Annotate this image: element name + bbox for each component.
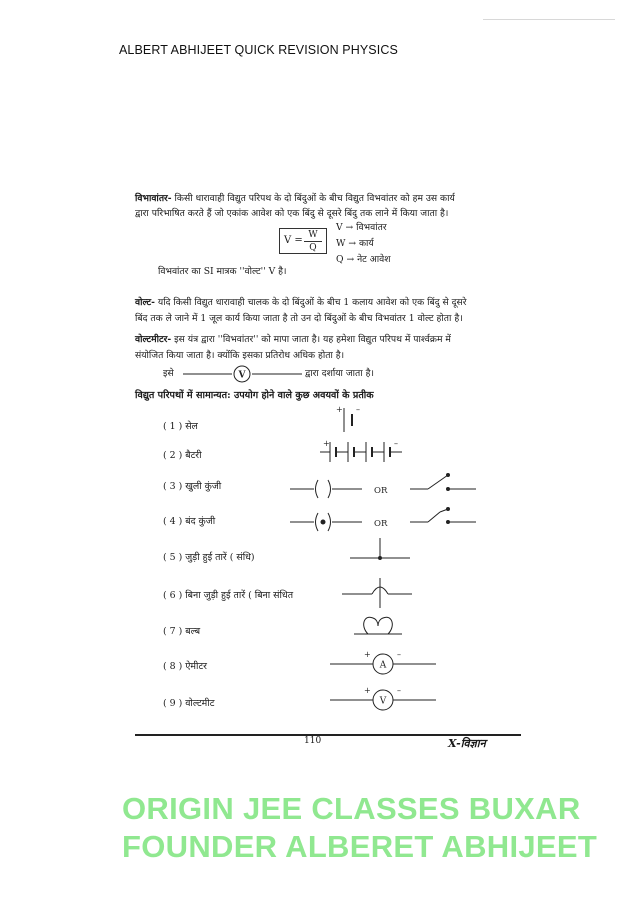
potential-formula — [279, 228, 327, 254]
volt-term: वोल्ट- — [135, 297, 155, 308]
symbol-label-closed-key: ( 4 ) बंद कुंजी — [163, 516, 216, 527]
symbol-label-cell: ( 1 ) सेल — [163, 421, 198, 432]
junction-dot — [378, 556, 382, 560]
voltmeter-letter: V — [379, 696, 387, 707]
si-unit-text: विभवांतर का SI मात्रक ''वोल्ट'' V है। — [158, 266, 287, 277]
book-brand: X-विज्ञान — [448, 737, 486, 750]
or-label-closed: OR — [374, 519, 388, 529]
closed-key-symbol — [290, 513, 362, 531]
voltmeter-line3-pre: इसे — [163, 368, 174, 379]
legend-q: Q → नेट आवेश — [336, 254, 391, 265]
symbol-label-joined-wires: ( 5 ) जुड़ी हुई तारें ( संधि) — [163, 552, 255, 563]
ammeter-letter: A — [379, 660, 387, 671]
legend-v: V → विभवांतर — [336, 222, 387, 233]
symbol-label-unjoined-wires: ( 6 ) बिना जुड़ी हुई तारें ( बिना संधित — [163, 590, 294, 601]
joined-wires-symbol — [350, 538, 410, 558]
symbol-label-open-key: ( 3 ) खुली कुंजी — [163, 481, 222, 492]
voltmeter-paragraph-line1 — [135, 334, 451, 346]
page-number: 110 — [304, 736, 322, 746]
unjoined-wires-symbol — [342, 578, 412, 608]
potential-paragraph-line1 — [135, 193, 455, 205]
inline-voltmeter-letter: V — [238, 370, 246, 381]
open-switch-symbol — [410, 475, 476, 489]
volt-paragraph-line2: बिंद तक ले जाने में 1 जूल कार्य किया जाता है तो उन दो बिंदुओं के बीच विभवांतर 1 वोल्ट होता है। — [135, 313, 463, 324]
legend-w: W → कार्य — [336, 238, 374, 249]
battery-plus: + — [323, 439, 330, 448]
promo-line-2: FOUNDER ALBERET ABHIJEET — [122, 829, 598, 864]
voltmeter-plus: + — [364, 686, 371, 695]
potential-text-1: किसी धारावाही विद्युत परिपथ के दो बिंदुओं के बीच विद्युत विभवांतर को हम उस कार्य — [174, 193, 455, 204]
top-divider — [483, 19, 615, 20]
formula-denominator: Q — [309, 243, 317, 253]
voltmeter-minus: – — [397, 686, 401, 695]
document-header: ALBERT ABHIJEET QUICK REVISION PHYSICS — [119, 43, 398, 57]
ammeter-minus: – — [397, 650, 401, 659]
voltmeter-term: वोल्टमीटर- — [135, 334, 172, 345]
closed-switch-symbol — [410, 509, 476, 522]
ammeter-plus: + — [364, 650, 371, 659]
or-label-open: OR — [374, 486, 388, 496]
symbol-label-voltmeter: ( 9 ) वोल्टमीट — [163, 698, 215, 709]
closed-switch-contact-bottom — [446, 520, 450, 524]
symbols-heading: विद्युत परिपथों में सामान्यत: उपयोग होने वाले कुछ अवयवों के प्रतीक — [135, 390, 374, 401]
cell-symbol — [344, 408, 352, 432]
volt-paragraph-line1 — [135, 297, 467, 309]
open-key-symbol — [290, 480, 362, 498]
voltmeter-text-1: इस यंत्र द्वारा ''विभवांतर'' को मापा जाता है। यह हमेशा विद्युत परिपथ में पार्श्वक्रम में — [174, 334, 451, 345]
symbol-label-ammeter: ( 8 ) ऐमीटर — [163, 661, 207, 672]
open-switch-contact-bottom — [446, 487, 450, 491]
potential-term: विभावांतर- — [135, 193, 172, 204]
voltmeter-inline-symbol — [180, 364, 320, 384]
formula-fraction — [304, 230, 322, 253]
cell-plus: + — [336, 405, 343, 414]
closed-switch-contact-top — [446, 507, 450, 511]
formula-lhs: V = — [284, 235, 303, 246]
formula-numerator: W — [308, 230, 318, 240]
bulb-symbol — [354, 617, 402, 634]
circuit-symbols-drawing — [280, 400, 500, 720]
open-switch-contact-top — [446, 473, 450, 477]
fraction-bar — [304, 241, 322, 242]
symbol-label-battery: ( 2 ) बैटरी — [163, 450, 202, 461]
cell-minus: – — [356, 405, 360, 414]
symbol-label-bulb: ( 7 ) बल्ब — [163, 626, 201, 637]
battery-symbol — [320, 442, 402, 462]
voltmeter-paragraph-line2: संयोजित किया जाता है। क्योंकि इसका प्रतिरोध अधिक होता है। — [135, 350, 345, 361]
battery-minus: – — [394, 439, 398, 448]
voltmeter-line3-post: द्वारा दर्शाया जाता है। — [305, 368, 374, 379]
closed-key-plug-dot — [321, 520, 326, 525]
promo-line-1: ORIGIN JEE CLASSES BUXAR — [122, 791, 581, 826]
potential-paragraph-line2: द्वारा परिभाषित करते हैं जो एकांक आवेश को एक बिंदु से दूसरे बिंदु तक लाने में किया जाता है। — [135, 208, 449, 219]
volt-text-1: यदि किसी विद्युत धारावाही चालक के दो बिंदुओं के बीच 1 कलाय आवेश को एक बिंदु से दूसरे — [157, 297, 467, 308]
